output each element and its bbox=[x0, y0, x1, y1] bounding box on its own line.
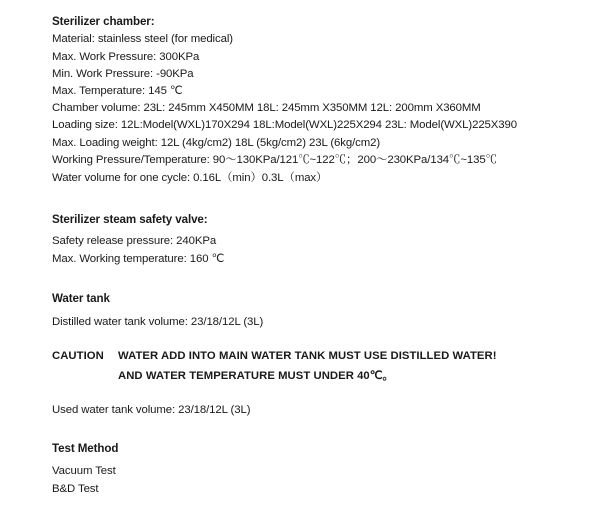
sterilizer-chamber-heading: Sterilizer chamber: bbox=[52, 15, 155, 28]
spec-water-volume: Water volume for one cycle: 0.16L（min）0.3L（max） bbox=[52, 172, 328, 184]
spec-max-working-temperature: Max. Working temperature: 160 ℃ bbox=[52, 253, 225, 265]
test-vacuum: Vacuum Test bbox=[52, 465, 116, 477]
spec-max-work-pressure: Max. Work Pressure: 300KPa bbox=[52, 51, 200, 63]
spec-max-loading-weight: Max. Loading weight: 12L (4kg/cm2) 18L (5kg/cm2) 23L (6kg/cm2) bbox=[52, 137, 381, 149]
spec-safety-release-pressure: Safety release pressure: 240KPa bbox=[52, 235, 217, 247]
caution-label: CAUTION bbox=[52, 350, 104, 362]
water-tank-heading: Water tank bbox=[52, 292, 110, 305]
spec-max-temperature: Max. Temperature: 145 ℃ bbox=[52, 85, 183, 97]
spec-distilled-tank-volume: Distilled water tank volume: 23/18/12L (3L) bbox=[52, 316, 264, 328]
spec-material: Material: stainless steel (for medical) bbox=[52, 33, 233, 45]
spec-loading-size: Loading size: 12L:Model(WXL)170X294 18L:Model(WXL)225X294 23L: Model(WXL)225X390 bbox=[52, 119, 517, 131]
test-method-heading: Test Method bbox=[52, 442, 119, 455]
spec-used-tank-volume: Used water tank volume: 23/18/12L (3L) bbox=[52, 404, 251, 416]
spec-chamber-volume: Chamber volume: 23L: 245mm X450MM 18L: 245mm X350MM 12L: 200mm X360MM bbox=[52, 102, 481, 114]
safety-valve-heading: Sterilizer steam safety valve: bbox=[52, 213, 208, 226]
caution-line-1: WATER ADD INTO MAIN WATER TANK MUST USE DISTILLED WATER! bbox=[118, 350, 497, 362]
caution-line-2: AND WATER TEMPERATURE MUST UNDER 40℃。 bbox=[118, 370, 394, 382]
spec-working-pressure-temperature: Working Pressure/Temperature: 90～130KPa/121℃~122℃；200～230KPa/134℃~135℃ bbox=[52, 154, 497, 166]
spec-min-work-pressure: Min. Work Pressure: -90KPa bbox=[52, 68, 194, 80]
test-bd: B&D Test bbox=[52, 483, 99, 495]
